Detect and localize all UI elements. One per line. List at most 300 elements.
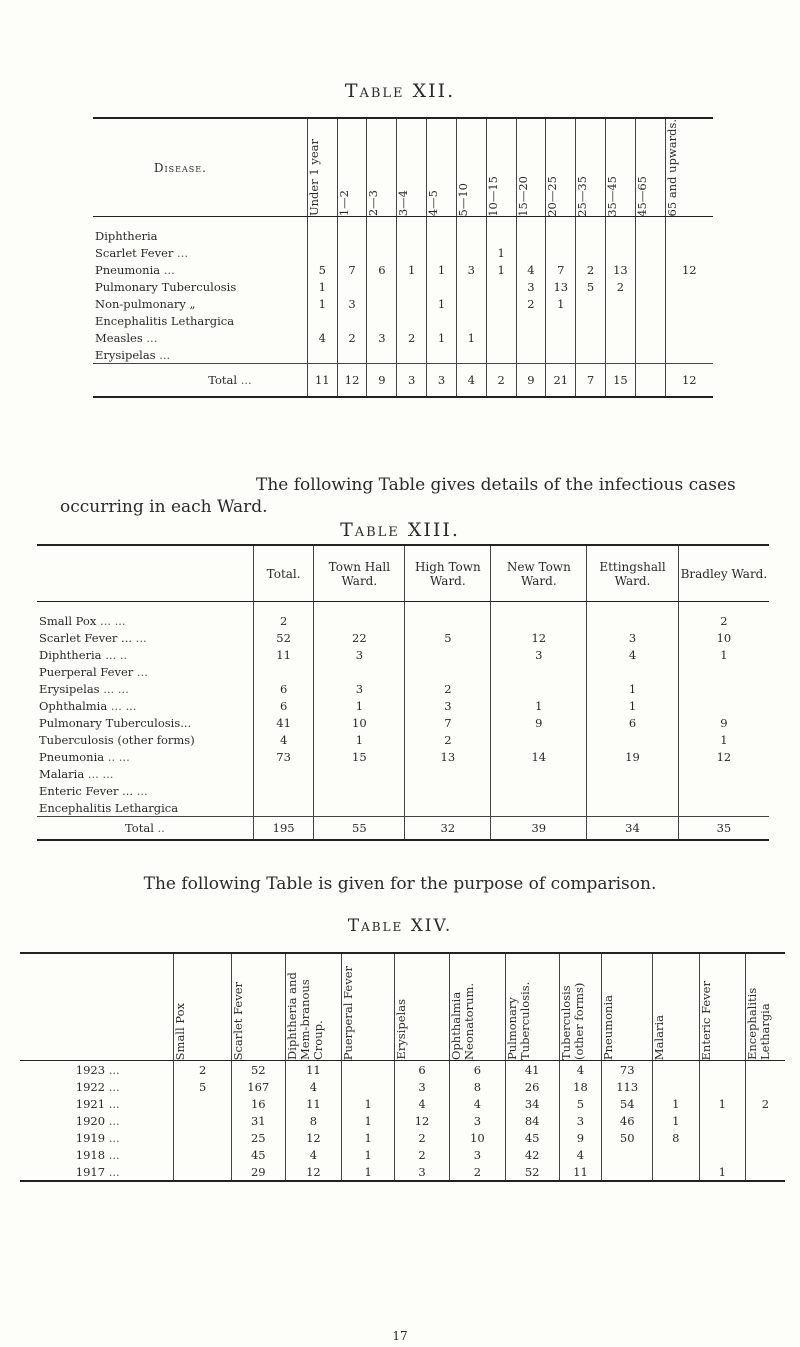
table-14-col-header: Ophthalmia Neonatorum.: [449, 982, 476, 1060]
table-cell: [367, 217, 397, 245]
table-cell: 15: [605, 364, 635, 398]
table-row: [93, 244, 713, 261]
leader-dots: ... ..: [105, 647, 128, 662]
row-label: Diphtheria: [39, 647, 102, 662]
table-cell: 52: [253, 629, 314, 646]
table-cell: [602, 1146, 653, 1163]
table-cell: 73: [253, 748, 314, 765]
table-cell: [253, 782, 314, 799]
table-cell: [635, 278, 665, 295]
table-cell: 1: [486, 244, 516, 261]
table-cell: [635, 346, 665, 364]
table-cell: 45: [231, 1146, 285, 1163]
table-cell: [367, 295, 397, 312]
table-row: [20, 1163, 785, 1181]
table-cell: 1: [456, 329, 486, 346]
table-cell: [576, 295, 606, 312]
table-cell: 6: [367, 261, 397, 278]
table-cell: 52: [231, 1061, 285, 1079]
total-label: Total: [208, 373, 238, 388]
table-row: [93, 295, 713, 312]
table-cell: [427, 312, 457, 329]
leader-dots: ...: [146, 330, 158, 345]
table-cell: [367, 346, 397, 364]
leader-dots: ...: [135, 630, 147, 645]
table-12-col-header: 10—15: [485, 175, 500, 217]
table-14-col-header: Enteric Fever: [698, 980, 713, 1060]
table-cell: 9: [367, 364, 397, 398]
row-label: Diphtheria: [95, 228, 158, 243]
row-label: Small Pox: [39, 613, 97, 628]
table-cell: 1: [342, 1146, 395, 1163]
table-cell: 84: [505, 1112, 559, 1129]
table-cell: 2: [405, 680, 491, 697]
table-cell: [745, 1163, 785, 1181]
table-cell: [397, 312, 427, 329]
table-cell: [486, 278, 516, 295]
table-cell: [546, 312, 576, 329]
table-cell: [576, 244, 606, 261]
table-cell: [745, 1129, 785, 1146]
row-label: Erysipelas: [95, 347, 156, 362]
table-row: [20, 1129, 785, 1146]
table-cell: 9: [678, 714, 769, 731]
table-cell: [745, 1061, 785, 1079]
table-cell: 3: [395, 1078, 450, 1095]
table-cell: 1: [427, 261, 457, 278]
table-cell: 1: [307, 295, 337, 312]
table-cell: 52: [505, 1163, 559, 1181]
leader-dots: ...: [108, 1164, 120, 1179]
leader-dots: ...: [136, 664, 148, 679]
row-label: Puerperal Fever: [39, 664, 134, 679]
table-14-col-header: Puerperal Fever: [341, 965, 356, 1060]
table-row: [93, 346, 713, 364]
table-cell: [546, 346, 576, 364]
table-cell: 4: [587, 646, 679, 663]
table-cell: [405, 765, 491, 782]
leader-dots: .. ...: [107, 749, 130, 764]
table-cell: [337, 244, 367, 261]
row-label: 1917: [75, 1164, 106, 1179]
table-cell: [635, 244, 665, 261]
table-cell: 12: [678, 748, 769, 765]
leader-dots: ...: [108, 1079, 120, 1094]
table-cell: [576, 312, 606, 329]
table-cell: 34: [505, 1095, 559, 1112]
table-cell: [745, 1078, 785, 1095]
table-cell: [699, 1146, 745, 1163]
table-cell: 11: [285, 1061, 342, 1079]
table-cell: 5: [405, 629, 491, 646]
table-cell: [516, 217, 546, 245]
row-label: 1923: [75, 1062, 106, 1077]
table-row: [37, 714, 769, 731]
table-cell: [546, 217, 576, 245]
table-cell: 12: [491, 629, 587, 646]
row-label: Pneumonia: [95, 262, 161, 277]
row-label: Scarlet Fever: [95, 245, 174, 260]
table-cell: [427, 346, 457, 364]
table-cell: 35: [678, 817, 769, 841]
table-cell: [665, 244, 713, 261]
table-cell: [745, 1112, 785, 1129]
table-cell: [516, 312, 546, 329]
leader-dots: ...: [108, 1096, 120, 1111]
table-cell: [486, 295, 516, 312]
table-cell: 2: [516, 295, 546, 312]
table-cell: 2: [576, 261, 606, 278]
table-14-col-header: Encephalitis Lethargia: [744, 987, 772, 1060]
table-cell: 12: [395, 1112, 450, 1129]
row-label: Pneumonia: [39, 749, 105, 764]
table-14: [20, 952, 785, 1182]
table-14-col-header: Erysipelas: [394, 999, 409, 1060]
table-12-header: [93, 118, 713, 217]
table-cell: 4: [307, 329, 337, 346]
leader-dots: ...: [240, 373, 252, 388]
row-label: Measles: [95, 330, 143, 345]
table-cell: [587, 799, 679, 817]
table-cell: [314, 782, 405, 799]
table-14-col-header: Tuberculosis (other forms): [558, 982, 586, 1060]
table-cell: 3: [367, 329, 397, 346]
row-label: 1922: [75, 1079, 106, 1094]
row-label: 1920: [75, 1113, 106, 1128]
table-cell: 4: [395, 1095, 450, 1112]
table-cell: 29: [231, 1163, 285, 1181]
table-13-header: [37, 545, 769, 602]
table-cell: [678, 663, 769, 680]
table-cell: 2: [745, 1095, 785, 1112]
table-cell: 12: [665, 261, 713, 278]
row-label: 1919: [75, 1130, 106, 1145]
table-cell: 4: [516, 261, 546, 278]
row-label: Enteric Fever ...: [39, 783, 134, 798]
table-cell: 8: [653, 1129, 699, 1146]
table-row: [93, 278, 713, 295]
table-cell: 14: [491, 748, 587, 765]
row-label: 1918: [75, 1147, 106, 1162]
table-row: [20, 1146, 785, 1163]
table-14-header: [20, 953, 785, 1061]
table-14-title: Table XIV.: [347, 916, 453, 936]
table-12-col-header: 35—45: [604, 175, 619, 217]
table-cell: 2: [337, 329, 367, 346]
leader-dots: ...: [136, 783, 148, 798]
table-cell: 3: [491, 646, 587, 663]
table-cell: [314, 663, 405, 680]
leader-dots: ..: [157, 821, 165, 835]
table-cell: 3: [427, 364, 457, 398]
table-cell: [605, 329, 635, 346]
leader-dots: ...: [108, 1130, 120, 1145]
table-cell: 3: [516, 278, 546, 295]
table-cell: [576, 217, 606, 245]
table-cell: [486, 346, 516, 364]
table-cell: 6: [253, 680, 314, 697]
table-12-col-header: Under 1 year: [306, 139, 321, 217]
table-cell: 41: [505, 1061, 559, 1079]
table-cell: [307, 312, 337, 329]
table-cell: 2: [678, 602, 769, 630]
table-cell: [456, 295, 486, 312]
table-cell: [397, 346, 427, 364]
table-cell: 1: [546, 295, 576, 312]
table-cell: [605, 312, 635, 329]
table-cell: 1: [699, 1095, 745, 1112]
table-cell: 3: [559, 1112, 602, 1129]
table-cell: [491, 799, 587, 817]
table-12-col-header: 45—65: [634, 175, 649, 217]
table-cell: [665, 217, 713, 245]
table-cell: [174, 1112, 232, 1129]
table-cell: [397, 278, 427, 295]
paragraph-comparison: The following Table is given for the purpose of comparison.: [143, 874, 657, 894]
table-cell: 4: [450, 1095, 506, 1112]
table-cell: 5: [307, 261, 337, 278]
table-cell: [699, 1078, 745, 1095]
row-label: Ophthalmia: [39, 698, 108, 713]
table-row: [20, 1078, 785, 1095]
table-cell: 2: [395, 1129, 450, 1146]
table-cell: [602, 1163, 653, 1181]
table-cell: 2: [605, 278, 635, 295]
table-cell: [576, 346, 606, 364]
table-cell: 1: [342, 1129, 395, 1146]
table-cell: 19: [587, 748, 679, 765]
table-cell: 12: [285, 1163, 342, 1181]
table-row: [37, 602, 769, 630]
table-13-col-header: Ettingshall Ward.: [587, 545, 679, 602]
table-cell: [491, 765, 587, 782]
table-cell: 7: [546, 261, 576, 278]
table-cell: 3: [456, 261, 486, 278]
table-cell: [307, 346, 337, 364]
row-label: Pulmonary Tuberculosis...: [39, 715, 192, 730]
table-cell: 39: [491, 817, 587, 841]
table-cell: 1: [486, 261, 516, 278]
table-cell: [665, 329, 713, 346]
table-cell: [337, 278, 367, 295]
table-row: [37, 629, 769, 646]
table-cell: [635, 261, 665, 278]
table-cell: 8: [450, 1078, 506, 1095]
table-13-col-header: High Town Ward.: [405, 545, 491, 602]
leader-dots: ...: [108, 1062, 120, 1077]
table-cell: [456, 346, 486, 364]
table-cell: 1: [427, 329, 457, 346]
table-cell: [587, 602, 679, 630]
leader-dots: ... ...: [110, 698, 137, 713]
table-cell: [678, 697, 769, 714]
table-cell: [587, 663, 679, 680]
table-cell: 15: [314, 748, 405, 765]
table-cell: 7: [576, 364, 606, 398]
table-14-col-header: Malaria: [652, 1014, 667, 1060]
table-cell: [405, 646, 491, 663]
table-cell: [745, 1146, 785, 1163]
table-cell: 12: [337, 364, 367, 398]
leader-dots: ...: [108, 1113, 120, 1128]
row-label: Malaria: [39, 766, 85, 781]
table-cell: [678, 680, 769, 697]
table-cell: [397, 244, 427, 261]
table-cell: [367, 312, 397, 329]
table-cell: 4: [253, 731, 314, 748]
table-row: [20, 1112, 785, 1129]
table-cell: [337, 312, 367, 329]
table-cell: [516, 329, 546, 346]
table-cell: [653, 1146, 699, 1163]
table-cell: 3: [397, 364, 427, 398]
table-cell: [665, 346, 713, 364]
table-cell: [486, 329, 516, 346]
table-row: [37, 765, 769, 782]
leader-dots: ...: [159, 347, 171, 362]
table-cell: 21: [546, 364, 576, 398]
table-cell: 113: [602, 1078, 653, 1095]
table-cell: [456, 244, 486, 261]
leader-dots: ... ...: [87, 766, 114, 781]
table-cell: 4: [285, 1078, 342, 1095]
table-cell: [635, 295, 665, 312]
table-cell: [427, 278, 457, 295]
table-cell: [491, 731, 587, 748]
table-12-col-header: 20—25: [545, 175, 560, 217]
table-cell: 1: [587, 680, 679, 697]
table-cell: [678, 799, 769, 817]
table-cell: 8: [285, 1112, 342, 1129]
table-cell: 1: [342, 1095, 395, 1112]
table-cell: [665, 312, 713, 329]
leader-dots: ...: [177, 245, 189, 260]
table-cell: [405, 602, 491, 630]
table-cell: [516, 346, 546, 364]
table-cell: [174, 1095, 232, 1112]
table-cell: [605, 217, 635, 245]
table-cell: 10: [678, 629, 769, 646]
table-cell: 13: [405, 748, 491, 765]
table-cell: 167: [231, 1078, 285, 1095]
table-cell: [635, 312, 665, 329]
table-cell: 12: [665, 364, 713, 398]
table-cell: [699, 1061, 745, 1079]
leader-dots: ... ...: [100, 613, 126, 628]
table-cell: [174, 1129, 232, 1146]
table-cell: [427, 244, 457, 261]
table-cell: 3: [395, 1163, 450, 1181]
table-cell: 4: [559, 1061, 602, 1079]
table-cell: [397, 217, 427, 245]
row-label: Non-pulmonary „: [95, 296, 196, 311]
table-cell: [653, 1061, 699, 1079]
table-cell: 13: [546, 278, 576, 295]
table-cell: 6: [253, 697, 314, 714]
table-cell: 3: [587, 629, 679, 646]
table-cell: 32: [405, 817, 491, 841]
table-12-col-header: 15—20: [515, 175, 530, 217]
table-cell: 25: [231, 1129, 285, 1146]
table-cell: [665, 278, 713, 295]
table-cell: [307, 244, 337, 261]
table-cell: 1: [587, 697, 679, 714]
table-cell: [665, 295, 713, 312]
table-cell: 2: [253, 602, 314, 630]
table-cell: [587, 731, 679, 748]
table-row: [37, 697, 769, 714]
table-cell: [456, 278, 486, 295]
table-row: [20, 1095, 785, 1112]
table-row: [93, 261, 713, 278]
table-12-title: Table XII.: [344, 80, 456, 102]
leader-dots: ...: [163, 262, 175, 277]
table-cell: [253, 799, 314, 817]
table-cell: 13: [605, 261, 635, 278]
table-cell: [491, 782, 587, 799]
table-cell: 22: [314, 629, 405, 646]
table-cell: 45: [505, 1129, 559, 1146]
table-cell: 10: [314, 714, 405, 731]
table-row: [20, 1061, 785, 1079]
table-13: [37, 544, 769, 841]
page-number: 17: [392, 1329, 408, 1343]
table-cell: 5: [576, 278, 606, 295]
table-cell: [576, 329, 606, 346]
table-14-col-header: Scarlet Fever: [230, 981, 245, 1060]
table-cell: [314, 799, 405, 817]
table-cell: [486, 312, 516, 329]
table-cell: 4: [285, 1146, 342, 1163]
table-cell: 2: [395, 1146, 450, 1163]
table-cell: 3: [405, 697, 491, 714]
table-cell: 55: [314, 817, 405, 841]
table-row: [37, 680, 769, 697]
table-cell: [491, 680, 587, 697]
row-label: Pulmonary Tuberculosis: [95, 279, 237, 294]
table-cell: 1: [342, 1163, 395, 1181]
table-cell: 7: [337, 261, 367, 278]
table-cell: [546, 329, 576, 346]
table-cell: [605, 244, 635, 261]
table-cell: [699, 1112, 745, 1129]
table-cell: 11: [253, 646, 314, 663]
table-cell: 7: [405, 714, 491, 731]
table-cell: 12: [285, 1129, 342, 1146]
table-row: [93, 329, 713, 346]
table-cell: [456, 217, 486, 245]
table-13-col-header: Total.: [253, 545, 314, 602]
table-row: [93, 217, 713, 245]
table-12-col-header: 25—35: [575, 175, 590, 217]
table-cell: [314, 765, 405, 782]
table-cell: 54: [602, 1095, 653, 1112]
table-cell: 5: [559, 1095, 602, 1112]
table-14-col-header: Small Pox: [173, 1002, 188, 1060]
table-row: [93, 312, 713, 329]
table-row: [37, 799, 769, 817]
table-cell: 18: [559, 1078, 602, 1095]
total-label: Total: [125, 821, 154, 835]
table-cell: [635, 364, 665, 398]
table-cell: [367, 244, 397, 261]
table-cell: [516, 244, 546, 261]
table-cell: 1: [342, 1112, 395, 1129]
table-14-col-header: Pneumonia: [601, 994, 616, 1060]
table-cell: [635, 329, 665, 346]
table-cell: 1: [678, 646, 769, 663]
table-cell: 10: [450, 1129, 506, 1146]
